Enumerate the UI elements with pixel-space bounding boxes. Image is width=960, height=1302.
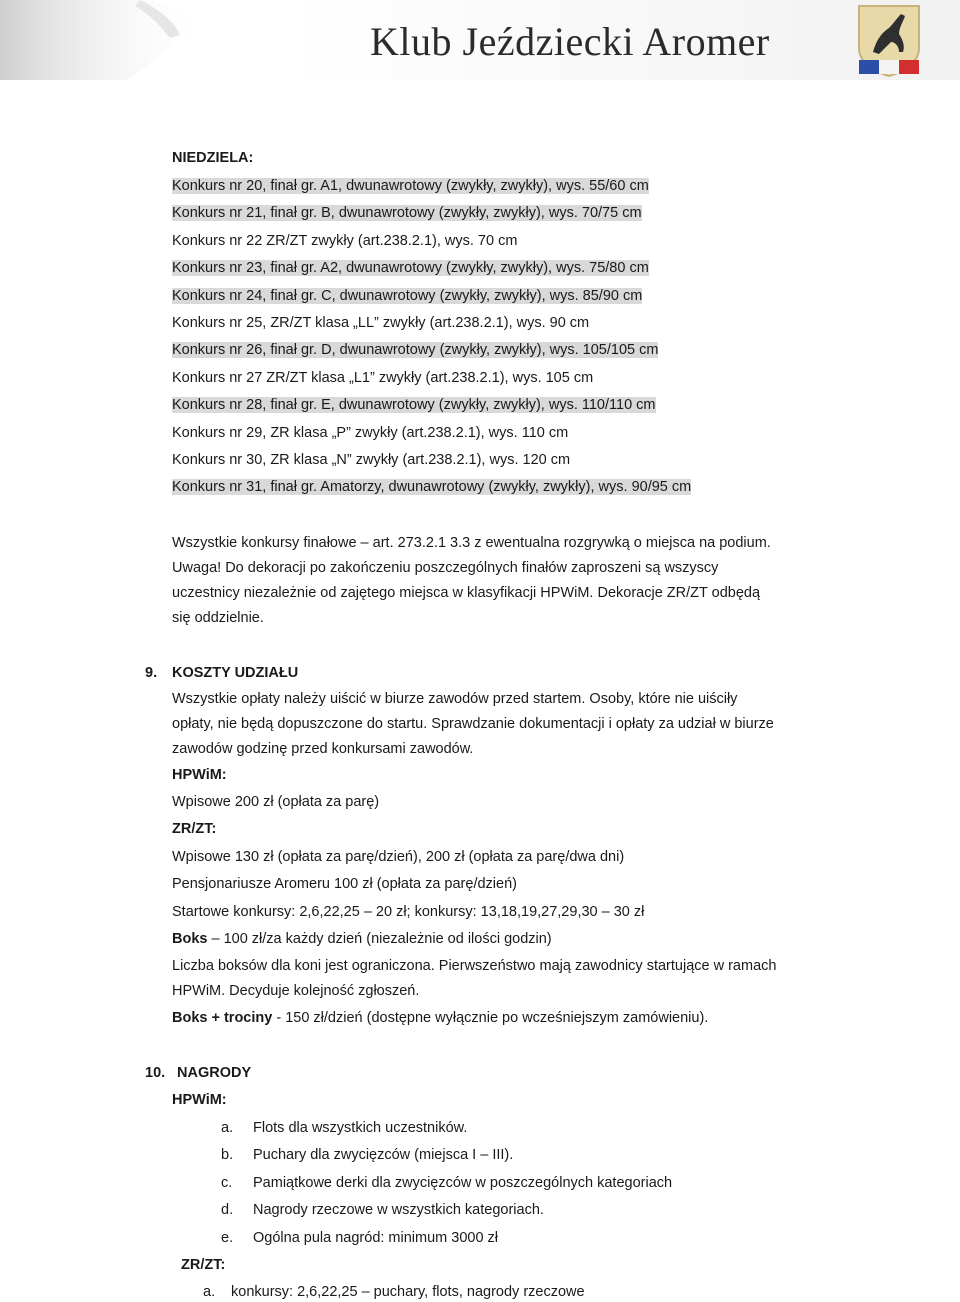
competition-item <box>172 477 691 497</box>
competition-text: Konkurs nr 28, finał gr. E, dwunawrotowy (zwykły, zwykły), wys. 110/110 cm <box>172 397 656 414</box>
boks-trociny-label: Boks + trociny <box>172 1010 273 1026</box>
prize-item: Nagrody rzeczowe w wszystkich kategoriach. <box>253 1202 544 1219</box>
prize-letter: a. <box>203 1284 216 1300</box>
prize-letter: b. <box>221 1147 234 1164</box>
page-header <box>0 0 960 80</box>
prizes-zrzt-label: ZR/ZT: <box>181 1257 226 1273</box>
prize-item: Puchary dla zwycięzców (miejsca I – III). <box>253 1147 514 1164</box>
sunday-heading: NIEDZIELA: <box>172 150 254 166</box>
section-heading-costs: KOSZTY UDZIAŁU <box>172 665 299 681</box>
competition-text: Konkurs nr 20, finał gr. A1, dwunawrotowy (zwykły, zwykły), wys. 55/60 cm <box>172 178 649 194</box>
boarders-fee: Pensjonariusze Aromeru 100 zł (opłata za parę/dzień) <box>172 876 517 892</box>
competition-text: Konkurs nr 25, ZR/ZT klasa „LL” zwykły (art.238.2.1), wys. 90 cm <box>172 315 590 331</box>
competition-item <box>172 176 649 196</box>
boks-fee <box>172 929 552 949</box>
decoration-note-line3: się oddzielnie. <box>172 610 264 626</box>
prize-item: konkursy: 2,6,22,25 – puchary, flots, nagrody rzeczowe <box>231 1284 585 1300</box>
prizes-hpwim-label: HPWiM: <box>172 1092 227 1108</box>
competition-item <box>172 203 642 223</box>
competition-text: Konkurs nr 30, ZR klasa „N” zwykły (art.238.2.1), wys. 120 cm <box>172 452 571 468</box>
club-crest-icon <box>853 2 925 78</box>
prize-item: Pamiątkowe derki dla zwycięzców w poszczególnych kategoriach <box>253 1174 673 1191</box>
competition-text: Konkurs nr 26, finał gr. D, dwunawrotowy (zwykły, zwykły), wys. 105/105 cm <box>172 342 659 359</box>
hpwim-label: HPWiM: <box>172 767 227 783</box>
costs-paragraph-line3: zawodów godzinę przed konkursami zawodów. <box>172 741 474 757</box>
competition-item <box>172 423 568 443</box>
competition-text: Konkurs nr 22 ZR/ZT zwykły (art.238.2.1), wys. 70 cm <box>172 232 518 249</box>
competition-text: Konkurs nr 31, finał gr. Amatorzy, dwunawrotowy (zwykły, zwykły), wys. 90/95 cm <box>172 479 692 496</box>
section-heading-prizes: NAGRODY <box>177 1065 252 1081</box>
finals-note: Wszystkie konkursy finałowe – art. 273.2.1 3.3 z ewentualna rozgrywką o miejsca na podium. <box>172 535 771 551</box>
boks-limit-line1: Liczba boksów dla koni jest ograniczona. Pierwszeństwo mają zawodnicy startujące w ramach <box>172 958 777 974</box>
prize-item: Flots dla wszystkich uczestników. <box>253 1120 468 1136</box>
competition-text: Konkurs nr 24, finał gr. C, dwunawrotowy (zwykły, zwykły), wys. 85/90 cm <box>172 287 643 304</box>
starting-fees: Startowe konkursy: 2,6,22,25 – 20 zł; konkursy: 13,18,19,27,29,30 – 30 zł <box>172 904 645 920</box>
prize-letter: a. <box>221 1120 234 1136</box>
competition-item <box>172 368 593 388</box>
competition-item <box>172 395 656 415</box>
competition-text: Konkurs nr 27 ZR/ZT klasa „L1” zwykły (art.238.2.1), wys. 105 cm <box>172 369 594 386</box>
costs-paragraph-line1: Wszystkie opłaty należy uiścić w biurze zawodów przed startem. Osoby, które nie uiściły <box>172 691 738 707</box>
horse-silhouette-icon <box>0 0 260 80</box>
boks-trociny-text: - 150 zł/dzień (dostępne wyłącznie po wcześniejszym zamówieniu). <box>272 1010 709 1026</box>
zrzt-label: ZR/ZT: <box>172 821 217 837</box>
zrzt-fee: Wpisowe 130 zł (opłata za parę/dzień), 200 zł (opłata za parę/dwa dni) <box>172 849 625 865</box>
competition-item <box>172 450 570 470</box>
boks-text: – 100 zł/za każdy dzień (niezależnie od ilości godzin) <box>207 931 552 947</box>
boks-label: Boks <box>172 931 208 947</box>
prize-letter: e. <box>221 1229 234 1246</box>
competition-item <box>172 340 658 360</box>
prize-letter: d. <box>221 1202 234 1219</box>
competition-text: Konkurs nr 23, finał gr. A2, dwunawrotowy (zwykły, zwykły), wys. 75/80 cm <box>172 260 649 277</box>
competition-text: Konkurs nr 21, finał gr. B, dwunawrotowy (zwykły, zwykły), wys. 70/75 cm <box>172 205 642 222</box>
boks-trociny-fee <box>172 1008 708 1028</box>
costs-paragraph-line2: opłaty, nie będą dopuszczone do startu. Sprawdzanie dokumentacji i opłaty za udział w biurze <box>172 716 774 732</box>
competition-item <box>172 231 517 251</box>
section-number-costs: 9. <box>145 665 158 681</box>
decoration-note-line1: Uwaga! Do dekoracji po zakończeniu poszczególnych finałów zaproszeni są wszyscy <box>172 560 719 576</box>
hpwim-fee: Wpisowe 200 zł (opłata za parę) <box>172 794 380 810</box>
boks-limit-line2: HPWiM. Decyduje kolejność zgłoszeń. <box>172 983 420 999</box>
competition-item <box>172 258 649 278</box>
prize-letter: c. <box>221 1174 233 1191</box>
club-title: Klub Jeździecki Aromer <box>370 19 770 64</box>
section-number-prizes: 10. <box>145 1065 166 1081</box>
prize-item: Ogólna pula nagród: minimum 3000 zł <box>253 1229 499 1246</box>
competition-item <box>172 313 589 333</box>
decoration-note-line2: uczestnicy niezależnie od zajętego miejsca w klasyfikacji HPWiM. Dekoracje ZR/ZT odbędą <box>172 585 761 601</box>
competition-item <box>172 286 642 306</box>
competition-text: Konkurs nr 29, ZR klasa „P” zwykły (art.238.2.1), wys. 110 cm <box>172 424 569 441</box>
